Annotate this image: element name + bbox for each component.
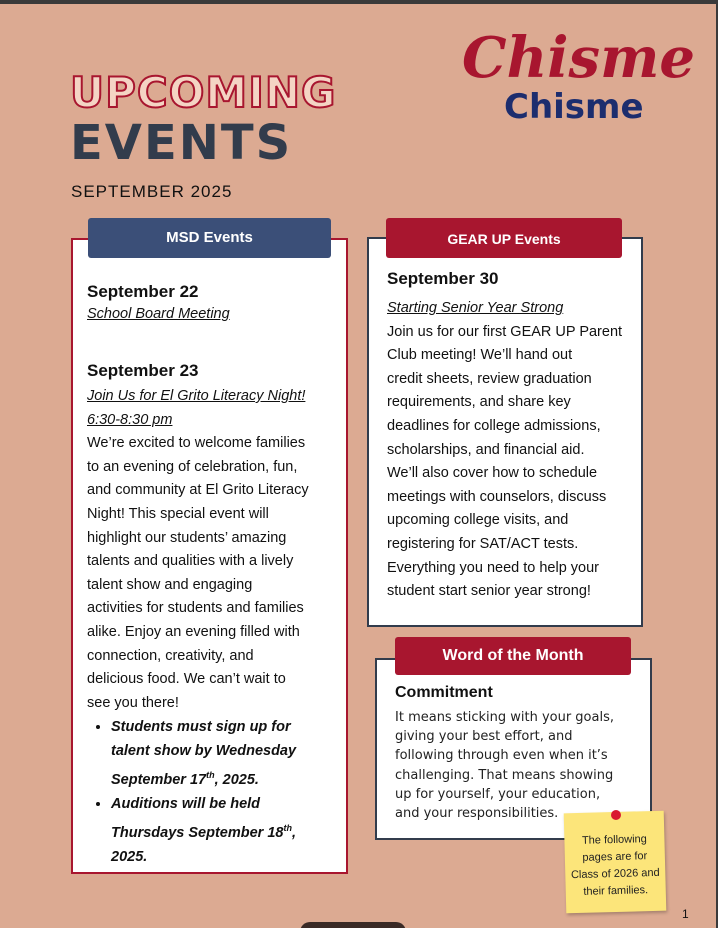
text-line: Night! This special event will [87,505,269,522]
text-line: deadlines for college admissions, [387,417,601,434]
gear-event-date: September 30 [387,269,499,288]
text-line: see you there! [87,694,179,711]
text-line: connection, creativity, and [87,647,254,664]
text-line: credit sheets, review graduation [387,370,592,387]
msd-event2-title: Join Us for El Grito Literacy Night! [87,388,306,404]
text-line: meetings with counselors, discuss [387,488,607,505]
msd-event2-date: September 23 [87,361,199,380]
title-upcoming: UPCOMING [70,68,337,117]
text-line: following through even when it’s [395,748,608,764]
text-line: and your responsibilities. [395,806,559,822]
text-line: Join us for our first GEAR UP Parent [387,323,623,340]
text-line: We’ll also cover how to schedule [387,465,598,482]
text-line: Everything you need to help your [387,559,599,576]
text-line: giving your best effort, and [395,729,573,745]
text-line: highlight our students’ amazing [87,529,287,546]
bullet-auditions: • Auditions will be held Thursdays September 18th, 2025. [111,792,343,869]
text-line: It means sticking with your goals, [395,710,614,725]
note-line: pages are for [582,850,648,864]
gear-up-events-header: GEAR UP Events [386,218,622,258]
brand-logo-script: Chisme [462,25,695,91]
gear-event-description [387,321,639,604]
issue-month: SEPTEMBER 2025 [71,182,233,201]
newsletter-page [0,4,716,928]
text-line: Club meeting! We’ll hand out [387,347,573,364]
text-line: student start senior year strong! [387,583,591,600]
text-line: challenging. That means showing [395,767,614,783]
push-pin-icon [611,810,621,820]
title-events: EVENTS [70,115,293,171]
word-definition [395,708,647,823]
note-line: The following [581,833,647,847]
note-line: their families. [583,884,649,898]
word-term: Commitment [395,684,493,701]
bullet-signup: • Students must sign up for talent show by Wednesday September 17th, 2025. [111,715,343,792]
page-number: 1 [682,907,689,921]
text-line: registering for SAT/ACT tests. [387,535,579,552]
text-line: talents and qualities with a lively [87,553,294,570]
text-line: requirements, and share key [387,394,571,411]
note-line: Class of 2026 and [570,866,660,882]
text-line: to an evening of celebration, fun, [87,458,298,475]
page-tab-handle [300,922,406,928]
text-line: activities for students and families [87,600,304,617]
gear-up-events-box [367,237,643,627]
text-line: talent show and engaging [87,576,253,593]
text-line: up for yourself, your education, [395,786,601,802]
msd-events-box [71,238,348,874]
sticky-note [564,811,667,914]
msd-event2-time: 6:30-8:30 pm [87,411,173,428]
msd-event1-date: September 22 [87,282,199,301]
text-line: delicious food. We can’t wait to [87,671,286,688]
msd-event2-bullets [87,715,343,869]
text-line: scholarships, and financial aid. [387,441,585,458]
msd-event1-title: School Board Meeting [87,306,230,322]
msd-events-header: MSD Events [88,218,331,258]
text-line: alike. Enjoy an evening filled with [87,623,300,640]
gear-event-title: Starting Senior Year Strong [387,300,564,316]
text-line: and community at El Grito Literacy [87,482,309,499]
text-line: upcoming college visits, and [387,512,569,529]
text-line: We’re excited to welcome families [87,435,306,452]
word-of-month-header: Word of the Month [395,637,631,675]
msd-event2-description [87,432,343,715]
brand-logo-bold: Chisme [504,87,644,127]
